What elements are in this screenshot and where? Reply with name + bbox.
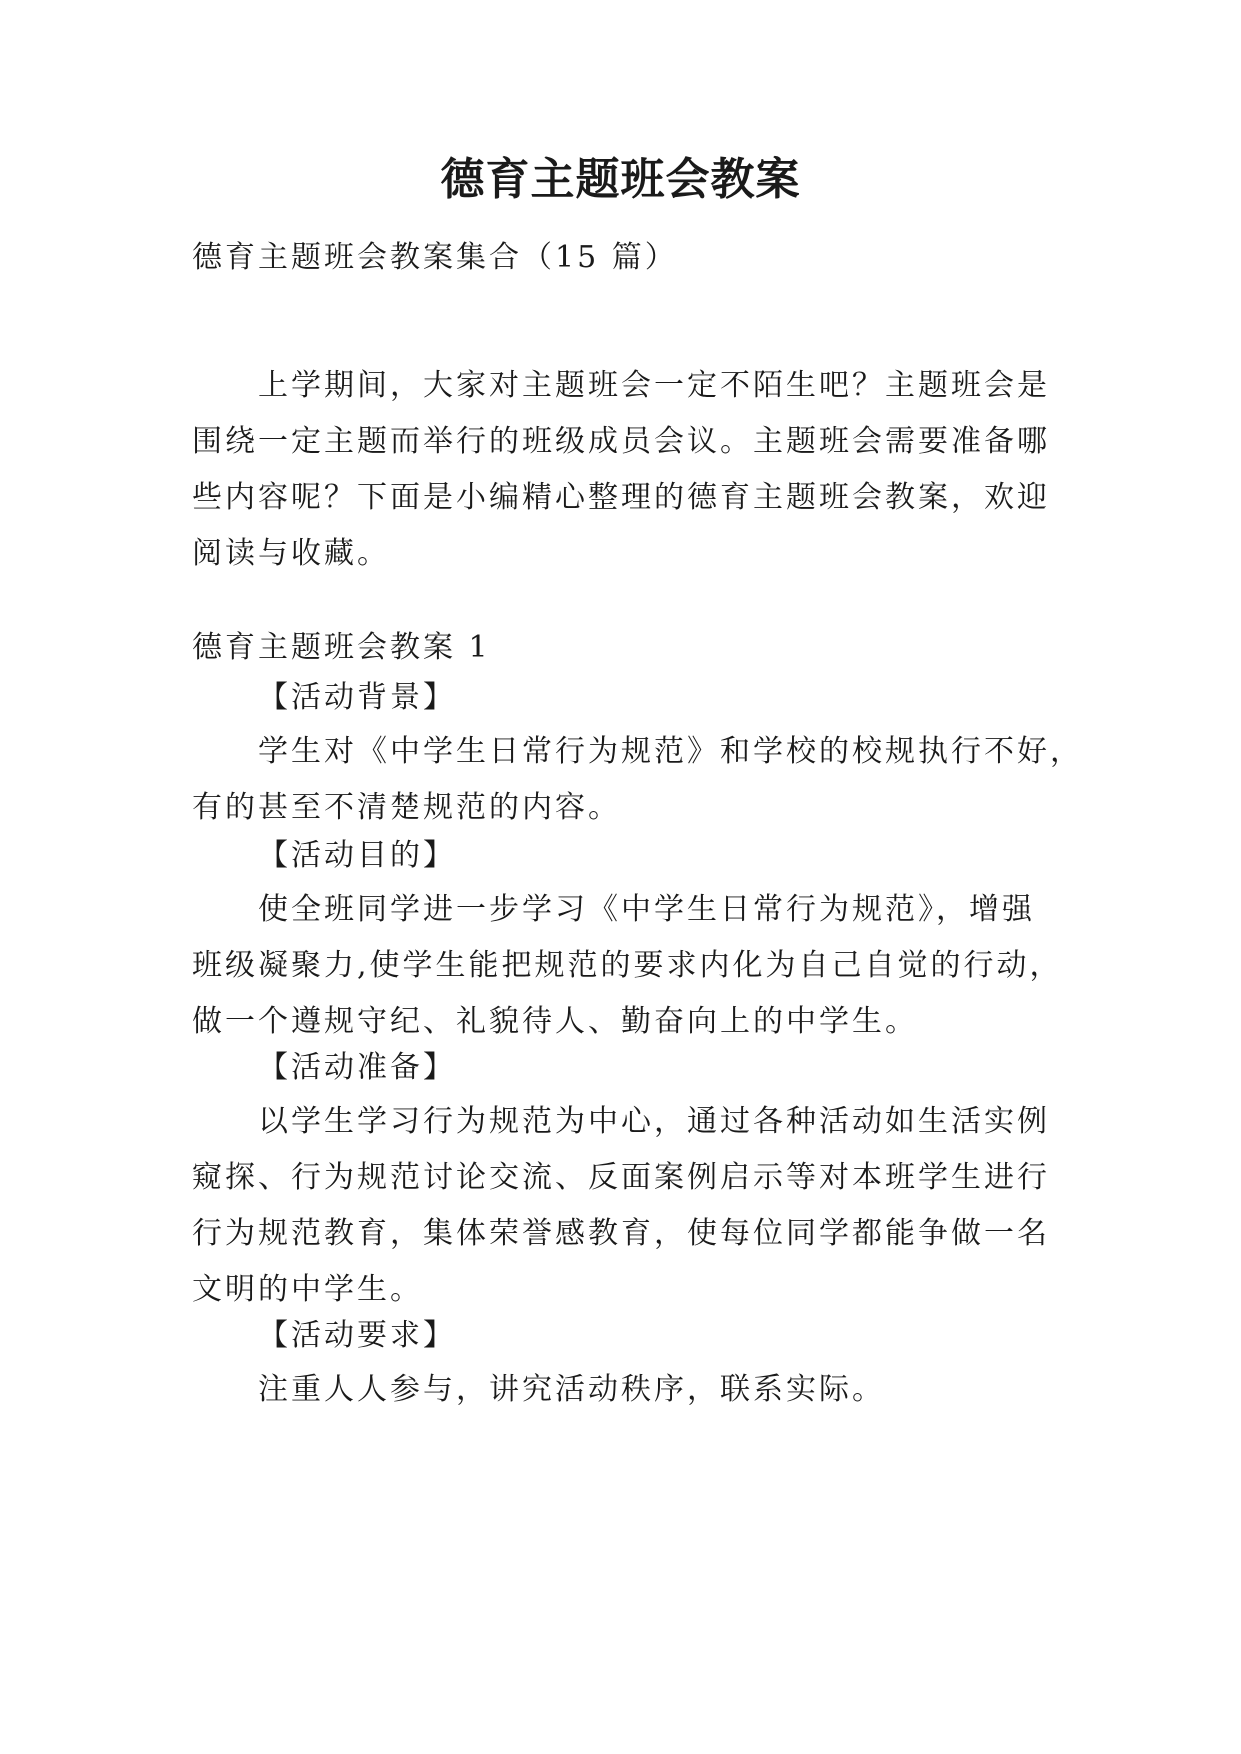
requirements-line: 注重人人参与，讲究活动秩序，联系实际。 xyxy=(258,1372,885,1407)
intro-line: 阅读与收藏。 xyxy=(192,536,390,571)
preparation-line: 行为规范教育，集体荣誉感教育，使每位同学都能争做一名 xyxy=(192,1216,1050,1251)
section-heading: 德育主题班会教案 1 xyxy=(192,630,491,665)
preparation-line: 文明的中学生。 xyxy=(192,1272,423,1307)
background-line: 学生对《中学生日常行为规范》和学校的校规执行不好， xyxy=(258,734,1083,769)
document-title: 德育主题班会教案 xyxy=(440,154,801,205)
intro-line: 些内容呢？下面是小编精心整理的德育主题班会教案，欢迎 xyxy=(192,480,1050,515)
preparation-label: 【活动准备】 xyxy=(258,1050,456,1085)
purpose-line: 做一个遵规守纪、礼貌待人、勤奋向上的中学生。 xyxy=(192,1004,918,1039)
purpose-label: 【活动目的】 xyxy=(258,838,456,873)
purpose-line: 班级凝聚力,使学生能把规范的要求内化为自己自觉的行动， xyxy=(192,948,1063,983)
document-subtitle: 德育主题班会教案集合（15 篇） xyxy=(192,240,678,275)
preparation-line: 窥探、行为规范讨论交流、反面案例启示等对本班学生进行 xyxy=(192,1160,1050,1195)
preparation-line: 以学生学习行为规范为中心，通过各种活动如生活实例 xyxy=(258,1104,1050,1139)
intro-line: 围绕一定主题而举行的班级成员会议。主题班会需要准备哪 xyxy=(192,424,1050,459)
requirements-label: 【活动要求】 xyxy=(258,1318,456,1353)
purpose-line: 使全班同学进一步学习《中学生日常行为规范》，增强 xyxy=(258,892,1035,927)
background-line: 有的甚至不清楚规范的内容。 xyxy=(192,790,621,825)
intro-line: 上学期间，大家对主题班会一定不陌生吧？主题班会是 xyxy=(258,368,1050,403)
background-label: 【活动背景】 xyxy=(258,680,456,715)
